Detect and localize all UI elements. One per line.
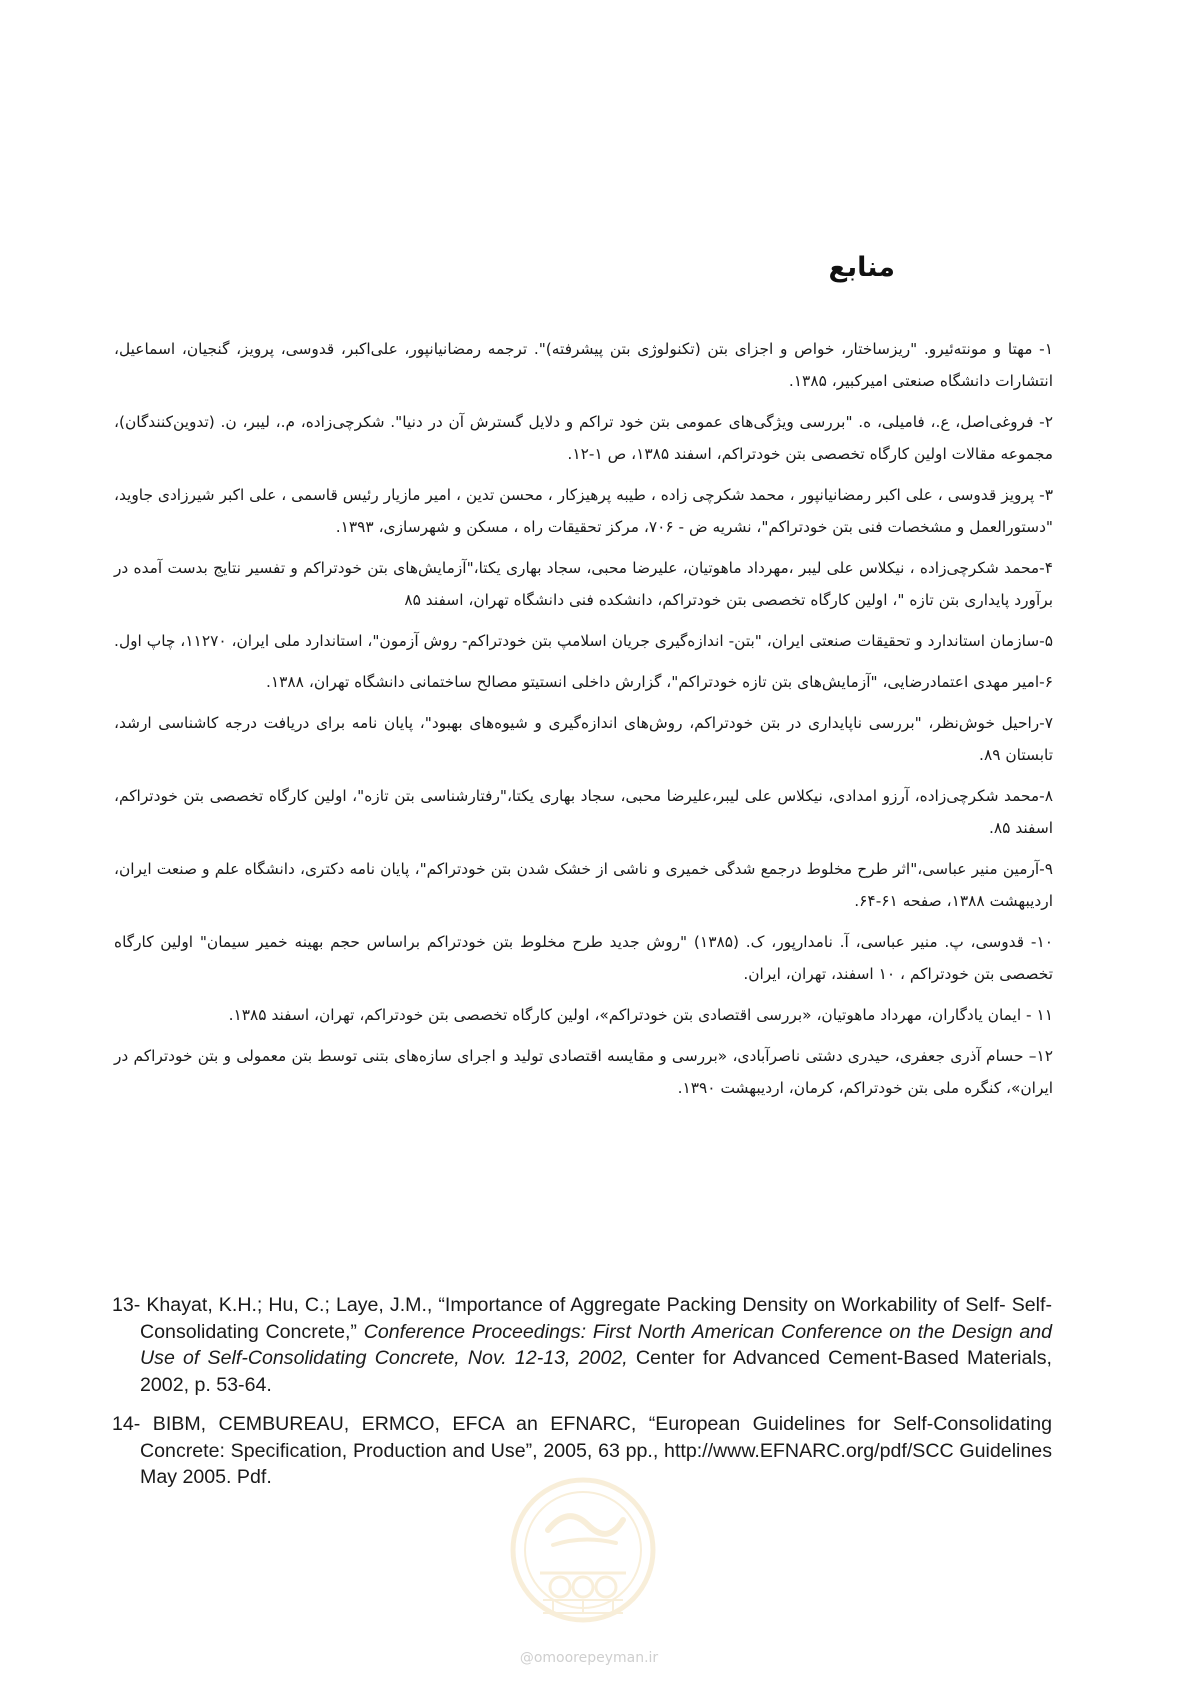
- english-reference-list: [112, 1292, 1052, 1504]
- watermark-text: @omoorepeyman.ir: [519, 1650, 659, 1666]
- reference-item: ۵-سازمان استاندارد و تحقیقات صنعتی ایران، "بتن- اندازه‌گیری جریان اسلامپ بتن خودتراکم- روش آزمون"، استاندارد ملی ایران، ۱۱۲۷۰، چاپ اول.: [114, 632, 1053, 650]
- reference-item: ۱۱ - ایمان یادگاران، مهرداد ماهوتیان، «بررسی اقتصادی بتن خودتراکم»، اولین کارگاه تخصصی بتن خودتراکم، تهران، اسفند ۱۳۸۵.: [228, 1006, 1053, 1024]
- reference-item: ۱- مهتا و مونته‌ئیرو. "ریزساختار، خواص و اجزای بتن (تکنولوژی بتن پیشرفته)". ترجمه رمضانیانپور، علی‌اکبر، قدوسی، پرویز، گنجیان، اسماعیل، انتشارات دانشگاه صنعتی امیرکبیر، ۱۳۸۵.: [114, 340, 1053, 390]
- reference-item: ۷-راحیل خوش‌نظر، "بررسی ناپایداری در بتن خودتراکم، روش‌های اندازه‌گیری و شیوه‌های بهبود"، پایان نامه برای دریافت درجه کاشناسی ارشد، تابستان ۸۹.: [114, 714, 1053, 764]
- watermark-logo-icon: [508, 1475, 658, 1625]
- reference-item: ۲- فروغی‌اصل، ع.، فامیلی، ه. "بررسی ویژگی‌های عمومی بتن خود تراکم و دلایل گسترش آن در دنیا". شکرچی‌زاده، م.، لیبر، ن. (تدوین‌کنندگان)، مجموعه مقالات اولین کارگاه تخصصی بتن خودتراکم، اسفند ۱۳۸۵، ص ۱-۱۲.: [114, 413, 1053, 463]
- reference-item: ۳- پرویز قدوسی ، علی اکبر رمضانیانپور ، محمد شکرچی زاده ، طیبه پرهیزکار ، محسن تدین ، امیر مازیار رئیس قاسمی ، علی اکبر شیرزادی جاوید، "دستورالعمل و مشخصات فنی بتن خودتراکم"، نشریه ض - ۷۰۶، مرکز تحقیقات راه ، مسکن و شهرسازی، ۱۳۹۳.: [114, 486, 1053, 536]
- persian-reference-list: [114, 333, 1053, 1113]
- reference-item: ۴-محمد شکرچی‌زاده ، نیکلاس علی لیبر ،مهرداد ماهوتیان، علیرضا محبی، سجاد بهاری یکتا،"آزمایش‌های بتن خودتراکم و تفسیر نتایج بدست آمده در برآورد پایداری بتن تازه "، اولین کارگاه تخصصی بتن خودتراکم، دانشکده فنی دانشگاه تهران، اسفند ۸۵: [114, 559, 1053, 609]
- reference-item: ۱۲– حسام آذری جعفری، حیدری دشتی ناصرآبادی، «بررسی و مقایسه اقتصادی تولید و اجرای سازه‌های بتنی توسط بتن معمولی و بتن خودتراکم در ایران»، کنگره ملی بتن خودتراکم، کرمان، اردیبهشت ۱۳۹۰.: [114, 1047, 1053, 1097]
- reference-item: ۶-امیر مهدی اعتمادرضایی، "آزمایش‌های بتن تازه خودتراکم"، گزارش داخلی انستیتو مصالح ساختمانی دانشگاه تهران، ۱۳۸۸.: [265, 673, 1053, 691]
- reference-item: ۸-محمد شکرچی‌زاده، آرزو امدادی، نیکلاس علی لیبر،علیرضا محبی، سجاد بهاری یکتا،"رفتارشناسی بتن تازه"، اولین کارگاه تخصصی بتن خودتراکم، اسفند ۸۵.: [114, 787, 1053, 837]
- page-title: منابع: [828, 252, 895, 283]
- reference-item: ۱۰- قدوسی، پ. منیر عباسی، آ. نامدارپور، ک. (۱۳۸۵) "روش جدید طرح مخلوط بتن خودتراکم براساس حجم بهینه خمیر سیمان" اولین کارگاه تخصصی بتن خودتراکم ، ۱۰ اسفند، تهران، ایران.: [114, 933, 1053, 983]
- reference-item-13: [112, 1292, 1052, 1398]
- reference-text: 13- Khayat, K.H.; Hu, C.; Laye, J.M., “Importance of Aggregate Packing Density on Workability of Self- Self-Consolidating Concrete,”: [112, 1294, 1052, 1343]
- reference-source-italic: Conference Proceedings: First North American Conference on the Design and Use of Self-Consolidating Concrete, Nov. 12-13, 2002,: [140, 1320, 1053, 1369]
- reference-text-tail: Center for Advanced Cement-Based Materials, 2002, p. 53-64.: [140, 1347, 1052, 1396]
- reference-item: ۹-آرمین منیر عباسی،"اثر طرح مخلوط درجمع شدگی خمیری و ناشی از خشک شدن بتن خودتراکم"، پایان نامه دکتری، دانشگاه علم و صنعت ایران، اردیبهشت ۱۳۸۸، صفحه ۶۱-۶۴.: [114, 860, 1053, 910]
- reference-text: 14- BIBM, CEMBUREAU, ERMCO, EFCA an EFNARC, “European Guidelines for Self-Consolidating Concrete: Specification, Production and Use”, 2005, 63 pp., http://www.EFNARC.org/pdf/SCC Guidelines May 2005. Pdf.: [112, 1413, 1052, 1488]
